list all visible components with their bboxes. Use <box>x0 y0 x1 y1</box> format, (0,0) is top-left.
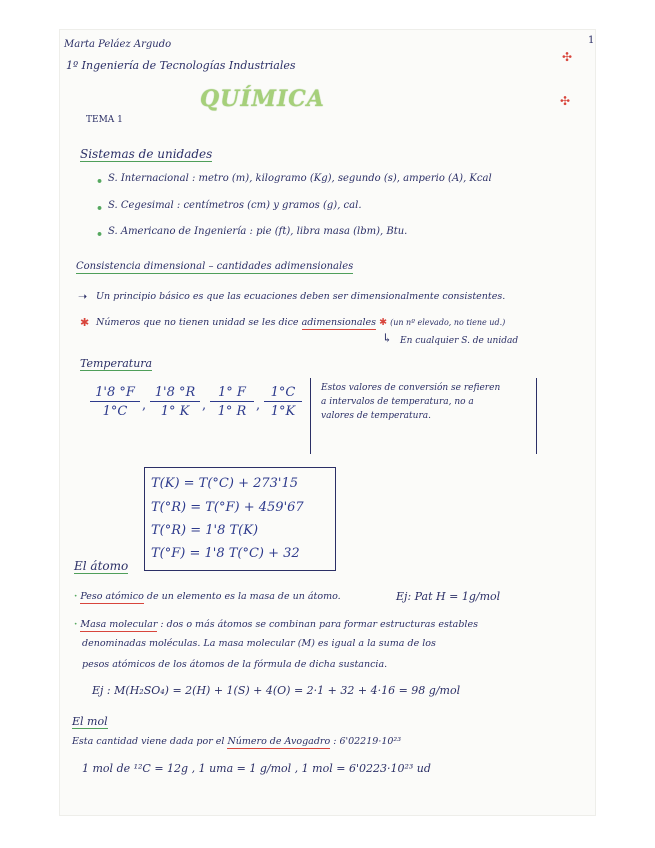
temperature-formulas-box <box>144 467 336 571</box>
formula-rankine: T(°R) = T(°F) + 459'67 <box>151 500 304 515</box>
fraction-numerator: 1°C <box>264 385 302 402</box>
fraction-numerator: 1° F <box>210 385 254 402</box>
bent-arrow-icon: ↳ <box>382 331 393 345</box>
avogadro-text: Esta cantidad viene dada por el <box>72 736 225 747</box>
bullet-icon: • <box>96 228 104 241</box>
consistency-line-3: En cualquier S. de unidad <box>400 336 519 346</box>
adimensionales-term: adimensionales <box>301 317 377 328</box>
course-name: 1º Ingeniería de Tecnologías Industriales <box>66 59 296 72</box>
formula-kelvin: T(K) = T(°C) + 273'15 <box>151 476 299 491</box>
molecular-mass-line-3: pesos atómicos de los átomos de la fórmula de dicha sustancia. <box>82 659 388 670</box>
unit-system-cgs: S. Cegesimal : centímetros (cm) y gramos (g), cal. <box>108 200 362 211</box>
atomic-weight-term: Peso atómico <box>80 591 144 602</box>
formula-rankine-kelvin: T(°R) = 1'8 T(K) <box>151 523 259 538</box>
avogadro-line <box>72 737 401 747</box>
molecular-mass-line-2: denominadas moléculas. La masa molecular (M) es igual a la suma de los <box>82 638 436 649</box>
page-number: 1 <box>588 35 595 46</box>
avogadro-term: Número de Avogadro <box>227 736 331 747</box>
bullet-icon: • <box>96 202 104 215</box>
separator-comma: , <box>202 398 207 413</box>
bullet-icon: • <box>96 175 104 188</box>
atomic-weight-example: Ej: Pat H = 1g/mol <box>396 590 501 603</box>
molecular-mass-example: Ej : M(H₂SO₄) = 2(H) + 1(S) + 4(O) = 2·1 + 32 + 4·16 = 98 g/mol <box>92 684 461 697</box>
conversion-note-line: a intervalos de temperatura, no a <box>321 397 474 407</box>
author-name: Marta Peláez Argudo <box>64 39 172 50</box>
right-arrow-icon: ➝ <box>78 290 88 303</box>
conversion-fraction <box>90 385 140 419</box>
conversion-note-line: valores de temperatura. <box>321 411 431 421</box>
consistency-heading: Consistencia dimensional – cantidades adimensionales <box>76 261 354 272</box>
bullet-icon: · <box>74 591 78 602</box>
fraction-denominator: 1°C <box>102 403 128 419</box>
separator-comma: , <box>142 398 147 413</box>
consistency-line-2 <box>96 318 505 328</box>
consistency-note: (un nº elevado, no tiene ud.) <box>390 318 506 327</box>
fraction-denominator: 1°K <box>270 403 296 419</box>
mol-heading: El mol <box>72 715 108 728</box>
star-icon: ✣ <box>562 50 573 64</box>
tema-label: TEMA 1 <box>86 115 123 125</box>
formula-fahrenheit: T(°F) = 1'8 T(°C) + 32 <box>151 546 300 561</box>
atomic-weight-line <box>74 592 341 602</box>
unit-system-si: S. Internacional : metro (m), kilogramo (Kg), segundo (s), amperio (A), Kcal <box>108 173 492 184</box>
temperature-heading: Temperatura <box>80 357 153 370</box>
fraction-numerator: 1'8 °R <box>150 385 200 402</box>
molecular-mass-text: : dos o más átomos se combinan para formar estructuras estables <box>160 619 478 630</box>
atom-heading: El átomo <box>74 559 129 573</box>
page-title: QUÍMICA <box>200 86 325 112</box>
bullet-icon: · <box>74 619 78 630</box>
conversion-note-line: Estos valores de conversión se refieren <box>321 383 501 393</box>
consistency-line-1: Un principio básico es que las ecuaciones deben ser dimensionalmente consistentes. <box>96 291 506 302</box>
atomic-weight-text: de un elemento es la masa de un átomo. <box>146 591 341 602</box>
asterisk-icon: ✱ <box>80 316 90 329</box>
conversion-note <box>310 378 537 454</box>
fraction-denominator: 1° K <box>160 403 190 419</box>
fraction-denominator: 1° R <box>217 403 247 419</box>
star-icon: ✣ <box>560 94 571 108</box>
conversion-fraction <box>150 385 200 419</box>
fraction-numerator: 1'8 °F <box>90 385 140 402</box>
consistency-line-2-text: Números que no tienen unidad se les dice <box>96 317 299 328</box>
conversion-fraction <box>210 385 254 419</box>
separator-comma: , <box>256 398 261 413</box>
notebook-page <box>60 30 595 815</box>
avogadro-value: : 6'02219·10²³ <box>333 736 402 747</box>
asterisk-icon: ✱ <box>379 317 388 328</box>
molecular-mass-term: Masa molecular <box>80 619 158 630</box>
molecular-mass-line <box>74 620 478 630</box>
conversion-fraction <box>264 385 302 419</box>
units-heading: Sistemas de unidades <box>80 147 213 161</box>
unit-system-american: S. Americano de Ingeniería : pie (ft), libra masa (lbm), Btu. <box>108 226 408 237</box>
mol-equivalences: 1 mol de ¹²C = 12g , 1 uma = 1 g/mol , 1 mol = 6'0223·10²³ ud <box>82 762 431 775</box>
